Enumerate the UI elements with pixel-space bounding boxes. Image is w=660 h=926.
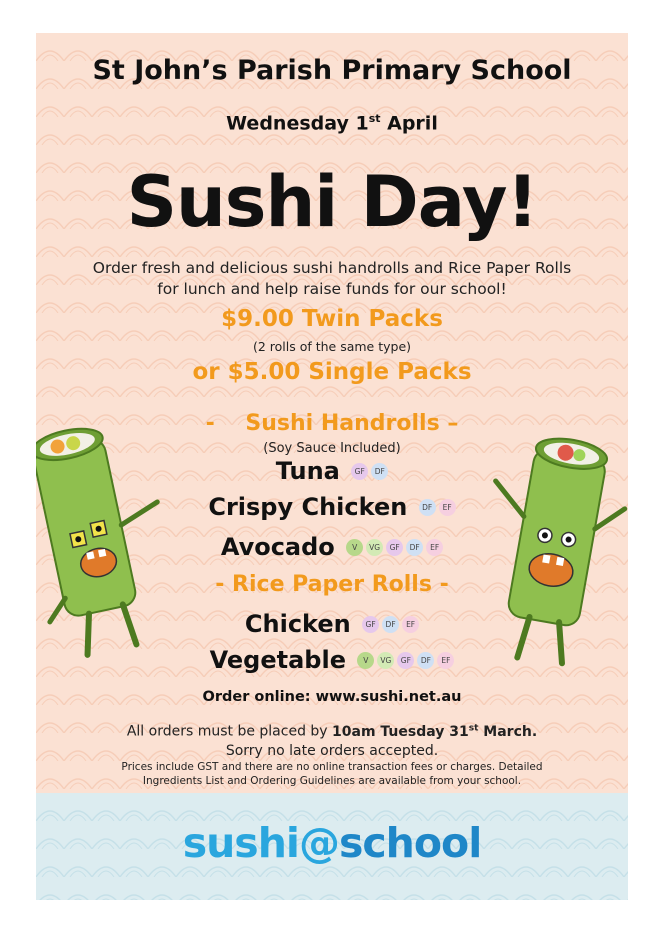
logo-part-1: sushi@ — [182, 819, 339, 867]
tag-ef: EF — [437, 652, 454, 669]
order-online-link[interactable]: Order online: www.sushi.net.au — [202, 689, 462, 705]
tag-ef: EF — [426, 539, 443, 556]
tag-vg: VG — [377, 652, 394, 669]
intro-text — [36, 258, 628, 300]
date-month: April — [380, 112, 438, 135]
date-day: Wednesday 1 — [226, 112, 369, 135]
order-deadline — [36, 719, 628, 761]
tag-gf: GF — [351, 463, 368, 480]
sushi-at-school-logo — [36, 819, 628, 867]
tag-v: V — [357, 652, 374, 669]
menu-item-vegetable — [36, 645, 628, 674]
tag-gf: GF — [386, 539, 403, 556]
tag-gf: GF — [397, 652, 414, 669]
deadline-month: March. — [478, 723, 538, 740]
tag-df: DF — [417, 652, 434, 669]
logo-part-2: school — [338, 819, 482, 867]
tag-gf: GF — [362, 616, 379, 633]
tag-ef: EF — [402, 616, 419, 633]
rice-paper-heading: - Rice Paper Rolls - — [215, 572, 449, 597]
handrolls-heading: - Sushi Handrolls – — [205, 411, 459, 436]
tag-df: DF — [406, 539, 423, 556]
fine-print-line-2: Ingredients List and Ordering Guidelines are available from your school. — [142, 775, 522, 787]
date-suffix: st — [368, 112, 381, 125]
intro-line-1: Order fresh and delicious sushi handrolls and Rice Paper Rolls — [92, 259, 572, 277]
twin-pack-note: (2 rolls of the same type) — [252, 339, 412, 354]
tag-df: DF — [382, 616, 399, 633]
menu-item-tuna — [36, 456, 628, 485]
event-date — [36, 112, 628, 134]
item-name: Chicken — [244, 610, 351, 638]
item-name: Crispy Chicken — [208, 493, 408, 521]
fine-print-line-1: Prices include GST and there are no online transaction fees or charges. Detailed — [121, 761, 543, 773]
single-pack-price: or $5.00 Single Packs — [192, 359, 472, 385]
menu-item-crispy-chicken — [36, 492, 628, 521]
deadline-prefix: All orders must be placed by — [126, 723, 333, 740]
menu-item-chicken — [36, 609, 628, 638]
deadline-line — [36, 719, 628, 742]
menu-item-avocado — [36, 532, 628, 561]
deadline-date: 10am Tuesday 31 — [332, 723, 469, 740]
fine-print — [36, 760, 628, 788]
tag-vg: VG — [366, 539, 383, 556]
item-name: Avocado — [220, 533, 335, 561]
deadline-suffix: st — [468, 723, 479, 733]
late-orders-note: Sorry no late orders accepted. — [225, 742, 439, 759]
tag-df: DF — [419, 499, 436, 516]
item-name: Tuna — [275, 457, 340, 485]
tag-df: DF — [371, 463, 388, 480]
intro-line-2: for lunch and help raise funds for our school! — [157, 280, 507, 298]
item-name: Vegetable — [209, 646, 346, 674]
poster — [36, 33, 628, 900]
tag-ef: EF — [439, 499, 456, 516]
twin-pack-price: $9.00 Twin Packs — [221, 306, 443, 332]
headline: Sushi Day! — [126, 161, 538, 243]
soy-sauce-note: (Soy Sauce Included) — [263, 441, 401, 456]
tag-v: V — [346, 539, 363, 556]
school-name: St John’s Parish Primary School — [92, 55, 572, 86]
